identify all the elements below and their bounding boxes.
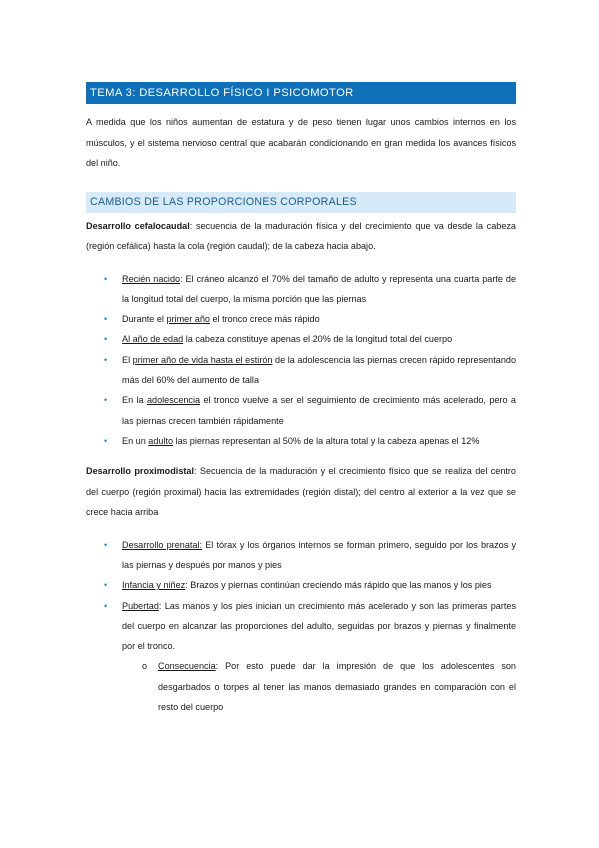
- spacer: [86, 451, 516, 461]
- list-item: • El primer año de vida hasta el estirón de la adolescencia las piernas crecen rápido representando más del 60% del aumento de talla: [86, 350, 516, 391]
- bullet-icon: •: [104, 580, 108, 591]
- circle-bullet-icon: o: [142, 661, 148, 672]
- underlined-term: Infancia y niñez: [122, 580, 186, 591]
- list-item: • Durante el primer año el tronco crece más rápido: [86, 309, 516, 329]
- underlined-term: primer año: [166, 314, 210, 325]
- section-heading: CAMBIOS DE LAS PROPORCIONES CORPORALES: [86, 192, 516, 213]
- cefalocaudal-definition: : secuencia de la maduración física y del crecimiento que va desde la cabeza (región cefálica) hasta la cola (región caudal); de la cabeza hacia abajo.: [86, 220, 516, 251]
- proximodistal-definition: : Secuencia de la maduración y el crecimiento físico que se realiza del centro del cuerpo (región proximal) hacia las extremidades (región distal); del centro al exterior a la vez que se crece hacia arriba: [86, 466, 516, 518]
- underlined-term: Recién nacido: [122, 273, 181, 284]
- underlined-term: Pubertad: [122, 600, 159, 611]
- proximodistal-list: [86, 535, 516, 718]
- bullet-icon: •: [104, 539, 108, 550]
- underlined-term: Al año de edad: [122, 334, 184, 345]
- sub-list: [122, 656, 516, 717]
- sub-list-item: o Consecuencia: Por esto puede dar la impresión de que los adolescentes son desgarbados o torpes al tener las manos demasiado grandes en comparación con el resto del cuerpo: [122, 656, 516, 717]
- list-item: • Recién nacido: El cráneo alcanzó el 70% del tamaño de adulto y representa una cuarta parte de la longitud total del cuerpo, la misma porción que las piernas: [86, 269, 516, 310]
- list-item: • Al año de edad la cabeza constituye apenas el 20% de la longitud total del cuerpo: [86, 329, 516, 349]
- underlined-term: Desarrollo prenatal:: [122, 539, 203, 550]
- proximodistal-term: Desarrollo proximodistal: [86, 466, 194, 477]
- cefalocaudal-term: Desarrollo cefalocaudal: [86, 220, 190, 231]
- list-item: • Desarrollo prenatal: El tórax y los órganos internos se forman primero, seguido por los brazos y las piernas y después por manos y pies: [86, 535, 516, 576]
- list-item: • En la adolescencia el tronco vuelve a ser el seguimiento de crecimiento más acelerado, pero a las piernas crecen también rápidamente: [86, 390, 516, 431]
- underlined-term: adulto: [148, 435, 174, 446]
- bullet-icon: •: [104, 314, 108, 325]
- bullet-icon: •: [104, 354, 108, 365]
- bullet-icon: •: [104, 600, 108, 611]
- bullet-icon: •: [104, 273, 108, 284]
- chapter-title: TEMA 3: DESARROLLO FÍSICO I PSICOMOTOR: [86, 82, 516, 104]
- underlined-term: adolescencia: [146, 395, 201, 406]
- underlined-term: primer año de vida hasta el estirón: [132, 354, 273, 365]
- bullet-icon: •: [104, 435, 108, 446]
- document-content: [86, 82, 516, 717]
- intro-paragraph: A medida que los niños aumentan de estatura y de peso tienen lugar unos cambios internos en los músculos, y el sistema nervioso central que acabarán condicionando en gran medida los avances físicos del niño.: [86, 117, 516, 168]
- cefalocaudal-list: [86, 269, 516, 452]
- list-item: • En un adulto las piernas representan al 50% de la altura total y la cabeza apenas el 12%: [86, 431, 516, 451]
- underlined-term: Consecuencia: [158, 661, 216, 672]
- list-item: • Pubertad: Las manos y los pies inician un crecimiento más acelerado y son las primeras partes del cuerpo en alcanzar las proporciones del adulto, seguidas por brazos y piernas y finalmente por el tronco. o Consecuencia: Por esto puede dar la impresión de que los adolescentes son desgarbados o torpes al tener las manos demasiado grandes en comparación con el resto del cuerpo: [86, 596, 516, 718]
- bullet-icon: •: [104, 334, 108, 345]
- bullet-icon: •: [104, 395, 108, 406]
- proximodistal-paragraph: [86, 461, 516, 523]
- cefalocaudal-paragraph: [86, 216, 516, 257]
- list-item: • Infancia y niñez: Brazos y piernas continúan creciendo más rápido que las manos y los pies: [86, 575, 516, 595]
